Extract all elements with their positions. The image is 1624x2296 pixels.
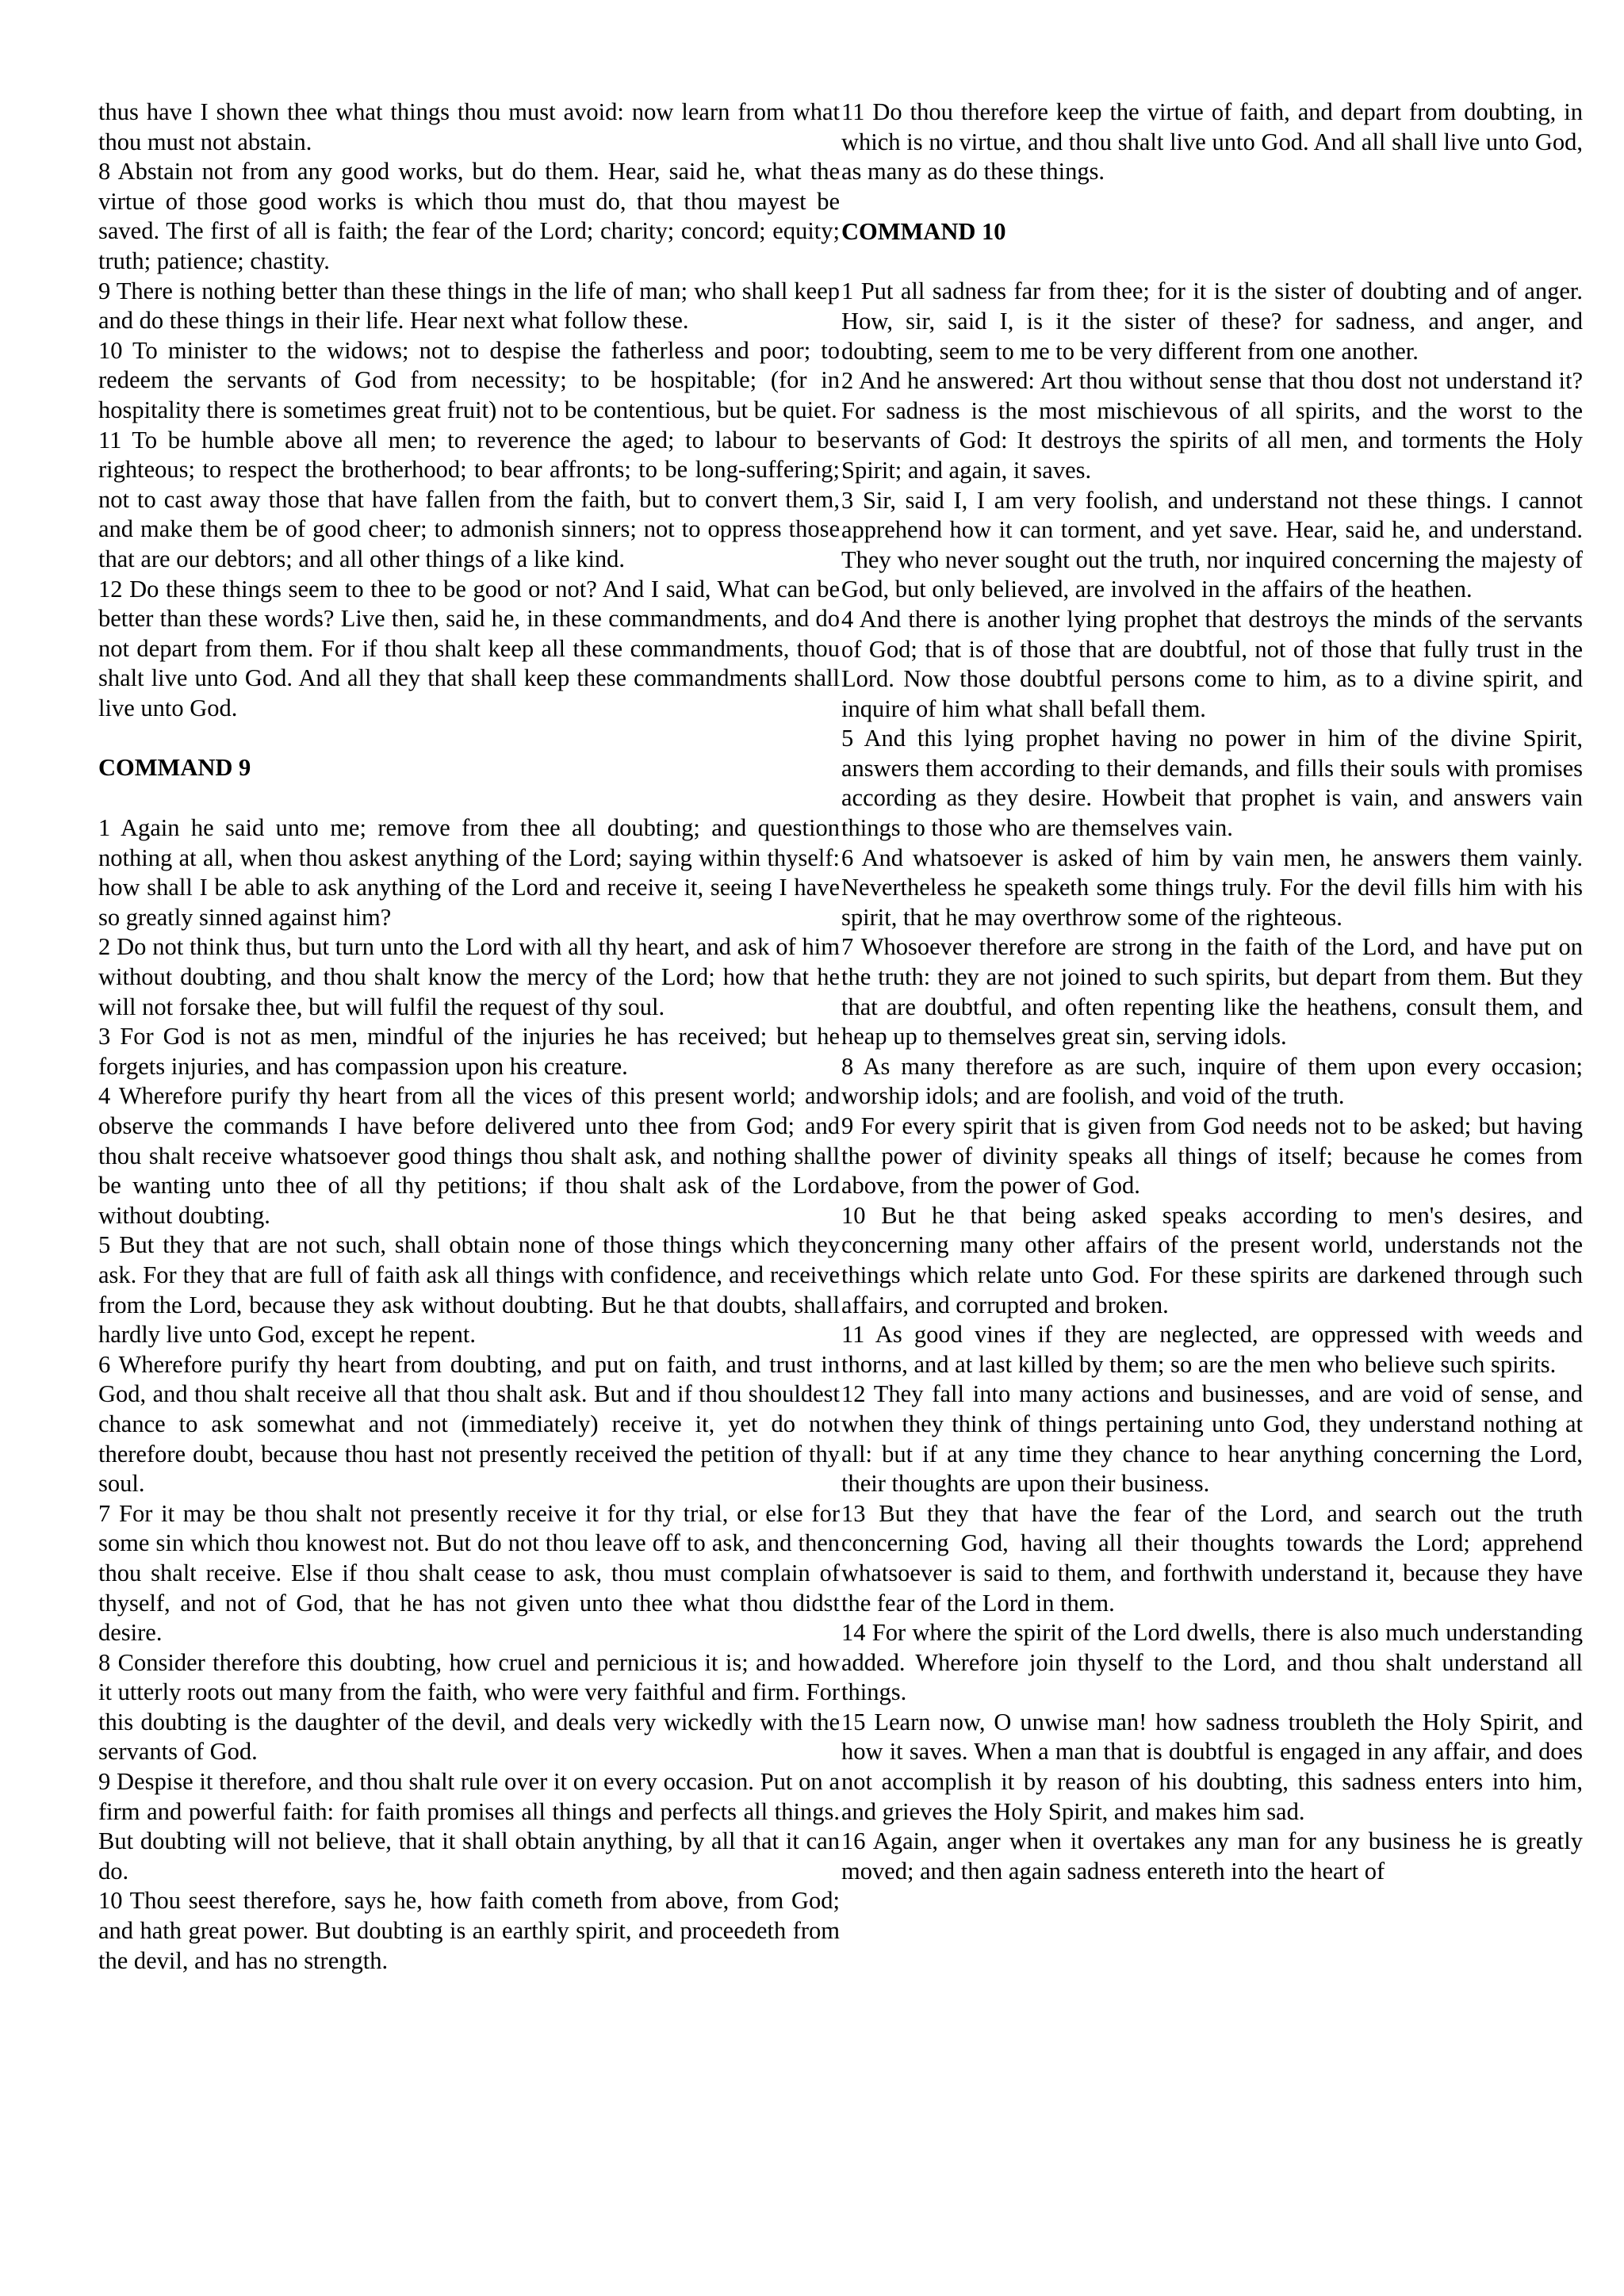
paragraph: 1 Again he said unto me; remove from thee all doubting; and question nothing at all, when thou askest anything of the Lord; saying within thyself: how shall I be able to ask anything of the Lord and receive it, seeing I have so greatly sinned against him? [98, 814, 840, 931]
paragraph: 11 Do thou therefore keep the virtue of faith, and depart from doubting, in which is no virtue, and thou shalt live unto God. And all shall live unto God, as many as do these things. [841, 98, 1583, 186]
paragraph: 5 And this lying prophet having no power in him of the divine Spirit, answers them according to their demands, and fills their souls with promises according as they desire. Howbeit that prophet is vain, and answers vain things to those who are themselves vain. [841, 725, 1583, 842]
paragraph: 6 Wherefore purify thy heart from doubting, and put on faith, and trust in God, and thou shalt receive all that thou shalt ask. But and if thou shouldest chance to ask somewhat and not (immediately) receive it, yet do not therefore doubt, because thou hast not presently received the petition of thy soul. [98, 1350, 840, 1498]
paragraph: 14 For where the spirit of the Lord dwells, there is also much understanding added. Wherefore join thyself to the Lord, and thou shalt understand all things. [841, 1619, 1583, 1706]
section-heading-command-9: COMMAND 9 [98, 754, 251, 782]
paragraph: 10 To minister to the widows; not to despise the fatherless and poor; to redeem the servants of God from necessity; to be hospitable; (for in hospitality there is sometimes great fruit) not to be contentious, but be quiet. [98, 336, 840, 423]
paragraph: 11 As good vines if they are neglected, are oppressed with weeds and thorns, and at last killed by them; so are the men who believe such spirits. [841, 1321, 1583, 1378]
paragraph: 8 Abstain not from any good works, but do them. Hear, said he, what the virtue of those good works is which thou must do, that thou mayest be saved. The first of all is faith; the fear of the Lord; charity; concord; equity; truth; patience; chastity. [98, 158, 840, 274]
paragraph: 2 Do not think thus, but turn unto the Lord with all thy heart, and ask of him without doubting, and thou shalt know the mercy of the Lord; how that he will not forsake thee, but will fulfil the request of thy soul. [98, 933, 840, 1020]
paragraph: 7 Whosoever therefore are strong in the faith of the Lord, and have put on the truth: they are not joined to such spirits, but depart from them. But they that are doubtful, and often repenting like the heathens, consult them, and heap up to themselves great sin, serving idols. [841, 933, 1583, 1050]
paragraph: 12 Do these things seem to thee to be good or not? And I said, What can be better than these words? Live then, said he, in these commandments, and do not depart from them. For if thou shalt keep all these commandments, thou shalt live unto God. And all they that shall keep these commandments shall live unto God. [98, 575, 840, 721]
left-column [98, 98, 840, 1976]
paragraph: 16 Again, anger when it overtakes any man for any business he is greatly moved; and then again sadness entereth into the heart of [841, 1827, 1583, 1885]
paragraph: 9 Despise it therefore, and thou shalt rule over it on every occasion. Put on a firm and powerful faith: for faith promises all things and perfects all things. But doubting will not believe, that it shall obtain anything, by all that it can do. [98, 1768, 840, 1885]
paragraph: 15 Learn now, O unwise man! how sadness troubleth the Holy Spirit, and how it saves. When a man that is doubtful is engaged in any affair, and does not accomplish it by reason of his doubting, this sadness enters into him, and grieves the Holy Spirit, and makes him sad. [841, 1708, 1583, 1825]
paragraph: 4 Wherefore purify thy heart from all the vices of this present world; and observe the commands I have before delivered unto thee from God; and thou shalt receive whatsoever good things thou shalt ask, and nothing shall be wanting unto thee of all thy petitions; if thou shalt ask of the Lord without doubting. [98, 1082, 840, 1229]
paragraph: 2 And he answered: Art thou without sense that thou dost not understand it? For sadness is the most mischievous of all spirits, and the worst to the servants of God: It destroys the spirits of all men, and torments the Holy Spirit; and again, it saves. [841, 367, 1583, 484]
paragraph: 4 And there is another lying prophet that destroys the minds of the servants of God; that is of those that are doubtful, not of those that fully trust in the Lord. Now those doubtful persons come to him, as to a divine spirit, and inquire of him what shall befall them. [841, 605, 1583, 722]
paragraph: 9 There is nothing better than these things in the life of man; who shall keep and do these things in their life. Hear next what follow these. [98, 277, 840, 335]
paragraph: 6 And whatsoever is asked of him by vain men, he answers them vainly. Nevertheless he speaketh some things truly. For the devil fills him with his spirit, that he may overthrow some of the righteous. [841, 844, 1583, 931]
paragraph: 12 They fall into many actions and businesses, and are void of sense, and when they think of things pertaining unto God, they understand nothing at all: but if at any time they chance to hear anything concerning the Lord, their thoughts are upon their business. [841, 1380, 1583, 1498]
paragraph: 10 But he that being asked speaks according to men's desires, and concerning many other affairs of the present world, understands not the things which relate unto God. For these spirits are darkened through such affairs, and corrupted and broken. [841, 1201, 1583, 1318]
paragraph: 5 But they that are not such, shall obtain none of those things which they ask. For they that are full of faith ask all things with confidence, and receive from the Lord, because they ask without doubting. But he that doubts, shall hardly live unto God, except he repent. [98, 1231, 840, 1349]
paragraph: 7 For it may be thou shalt not presently receive it for thy trial, or else for some sin which thou knowest not. But do not thou leave off to ask, and then thou shalt receive. Else if thou shalt cease to ask, thou must complain of thyself, and not of God, that he has not given unto thee what thou didst desire. [98, 1499, 840, 1647]
paragraph: 13 But they that have the fear of the Lord, and search out the truth concerning God, having all their thoughts towards the Lord; apprehend whatsoever is said to them, and forthwith understand it, because they have the fear of the Lord in them. [841, 1499, 1583, 1617]
paragraph: 10 Thou seest therefore, says he, how faith cometh from above, from God; and hath great power. But doubting is an earthly spirit, and proceedeth from the devil, and has no strength. [98, 1887, 840, 1974]
paragraph: 1 Put all sadness far from thee; for it is the sister of doubting and of anger. How, sir, said I, is it the sister of these? for sadness, and anger, and doubting, seem to me to be very different from one another. [841, 277, 1583, 365]
paragraph: 3 For God is not as men, mindful of the injuries he has received; but he forgets injuries, and has compassion upon his creature. [98, 1023, 840, 1080]
paragraph: thus have I shown thee what things thou must avoid: now learn from what thou must not abstain. [98, 98, 840, 155]
paragraph: 9 For every spirit that is given from God needs not to be asked; but having the power of divinity speaks all things of itself; because he comes from above, from the power of God. [841, 1112, 1583, 1200]
section-heading-command-10: COMMAND 10 [841, 217, 1006, 245]
paragraph: 3 Sir, said I, I am very foolish, and understand not these things. I cannot apprehend how it can torment, and yet save. Hear, said he, and understand. They who never sought out the truth, nor inquired concerning the majesty of God, but only believed, are involved in the affairs of the heathen. [841, 486, 1583, 603]
right-column [841, 98, 1583, 1886]
paragraph: 8 Consider therefore this doubting, how cruel and pernicious it is; and how it utterly roots out many from the faith, who were very faithful and firm. For this doubting is the daughter of the devil, and deals very wickedly with the servants of God. [98, 1648, 840, 1766]
paragraph: 11 To be humble above all men; to reverence the aged; to labour to be righteous; to respect the brotherhood; to bear affronts; to be long-suffering; not to cast away those that have fallen from the faith, but to convert them, and make them be of good cheer; to admonish sinners; not to oppress those that are our debtors; and all other things of a like kind. [98, 426, 840, 572]
paragraph: 8 As many therefore as are such, inquire of them upon every occasion; worship idols; and are foolish, and void of the truth. [841, 1052, 1583, 1110]
